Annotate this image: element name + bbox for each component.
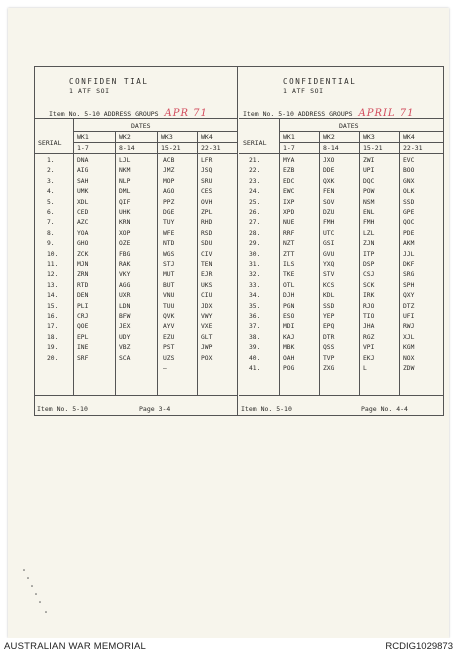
code-row <box>35 167 237 175</box>
code-group: BOO <box>403 167 415 175</box>
code-group: ZJN <box>363 240 375 248</box>
code-row <box>35 209 237 217</box>
serial-number: 26. <box>249 209 261 216</box>
code-group: JJL <box>403 250 415 258</box>
code-row <box>239 157 444 165</box>
code-group: TVP <box>323 354 335 362</box>
code-row <box>239 178 444 186</box>
unit-label: 1 ATF SOI <box>283 87 324 95</box>
code-group: OLK <box>403 188 415 196</box>
divider <box>279 131 444 132</box>
code-group: AZC <box>77 219 89 227</box>
code-group: GLT <box>201 333 213 341</box>
dates-label: DATES <box>131 122 151 130</box>
code-group: DEN <box>77 292 89 300</box>
code-group: NLP <box>119 177 131 185</box>
code-group: ZRN <box>77 271 89 279</box>
week-header: WK4 <box>403 133 415 141</box>
code-group: AGG <box>119 281 131 289</box>
serial-header: SERIAL <box>243 139 267 147</box>
code-group: EJR <box>201 271 213 279</box>
code-row <box>239 230 444 238</box>
code-group: RRF <box>283 229 295 237</box>
code-group: EPQ <box>323 323 335 331</box>
code-group: UHK <box>119 209 131 216</box>
code-group: ILS <box>283 261 295 268</box>
code-group: BFW <box>119 313 131 320</box>
classification-marking: CONFIDEN TIAL <box>69 77 149 86</box>
date-range: 1-7 <box>283 144 295 152</box>
code-group: QXK <box>323 177 335 185</box>
code-group: MBK <box>283 344 295 352</box>
code-group: ACB <box>163 157 175 164</box>
code-group: ZDW <box>403 365 415 372</box>
code-group: EZU <box>163 333 175 341</box>
date-range: 15-21 <box>161 144 181 152</box>
date-range: 22-31 <box>201 144 221 152</box>
code-group: SRF <box>77 354 89 362</box>
serial-number: 34. <box>249 292 261 300</box>
divider <box>239 118 444 119</box>
serial-number: 22. <box>249 167 261 175</box>
item-text: Item No. 5-10 ADDRESS GROUPS <box>49 110 159 118</box>
code-group: POG <box>283 365 295 372</box>
serial-number: 11. <box>47 261 59 268</box>
code-group: TUU <box>163 302 175 310</box>
serial-number: 16. <box>47 313 59 320</box>
code-group: — <box>163 365 167 372</box>
code-group: ENL <box>363 209 375 216</box>
code-group: DQC <box>363 177 375 185</box>
code-group: PST <box>163 344 175 352</box>
footer-item: Item No. 5-10 <box>241 405 292 413</box>
code-group: MOP <box>163 177 175 185</box>
code-group: ESO <box>283 313 295 320</box>
unit-label: 1 ATF SOI <box>69 87 110 95</box>
serial-number: 6. <box>47 209 55 216</box>
serial-number: 37. <box>249 323 261 331</box>
code-row <box>239 188 444 196</box>
left-panel <box>35 67 238 415</box>
serial-number: 31. <box>249 261 261 268</box>
right-panel <box>239 67 444 415</box>
code-group: JEX <box>119 323 131 331</box>
code-group: GVU <box>323 250 335 258</box>
code-group: VBZ <box>119 344 131 352</box>
code-row <box>239 199 444 207</box>
code-group: QXY <box>403 292 415 300</box>
code-group: EVC <box>403 157 415 164</box>
code-group: JSQ <box>201 167 213 175</box>
serial-number: 40. <box>249 354 261 362</box>
code-group: UXR <box>119 292 131 300</box>
code-row <box>239 303 444 311</box>
code-group: YOA <box>77 229 89 237</box>
serial-number: 39. <box>249 344 261 352</box>
pencil-marks <box>22 568 52 618</box>
code-group: CED <box>77 209 89 216</box>
divider <box>35 395 238 396</box>
document-page <box>8 8 449 638</box>
week-header: WK2 <box>119 133 131 141</box>
code-group: VKY <box>119 271 131 279</box>
code-group: KGM <box>403 344 415 352</box>
item-text: Item No. 5-10 ADDRESS GROUPS <box>243 110 353 118</box>
footer-page: Page 3-4 <box>139 405 171 413</box>
serial-number: 20. <box>47 354 59 362</box>
code-group: EKJ <box>363 354 375 362</box>
code-group: SPH <box>403 281 415 289</box>
institution-name: AUSTRALIAN WAR MEMORIAL <box>4 641 147 652</box>
code-row <box>35 199 237 207</box>
code-group: SRU <box>201 177 213 185</box>
code-group: SOV <box>323 198 335 206</box>
code-group: RJO <box>363 302 375 310</box>
code-row <box>35 303 237 311</box>
code-group: AGO <box>163 188 175 196</box>
code-group: XOP <box>119 229 131 237</box>
serial-number: 5. <box>47 198 55 206</box>
serial-number: 13. <box>47 281 59 289</box>
code-group: YXQ <box>323 261 335 268</box>
serial-number: 9. <box>47 240 55 248</box>
code-group: RHD <box>201 219 213 227</box>
code-group: WFE <box>163 229 175 237</box>
code-group: OTL <box>283 281 295 289</box>
code-group: EZB <box>283 167 295 175</box>
code-group: WGS <box>163 250 175 258</box>
code-row <box>239 271 444 279</box>
code-group: KCS <box>323 281 335 289</box>
serial-number: 21. <box>249 157 261 164</box>
code-group: LDN <box>119 302 131 310</box>
code-group: RTD <box>77 281 89 289</box>
serial-number: 29. <box>249 240 261 248</box>
code-row <box>239 240 444 248</box>
handwritten-date: APRIL 71 <box>358 108 415 119</box>
code-group: PGN <box>283 302 295 310</box>
code-group: AYV <box>163 323 175 331</box>
code-group: DTR <box>323 333 335 341</box>
code-group: UTC <box>323 229 335 237</box>
code-group: YEP <box>323 313 335 320</box>
code-group: DDE <box>323 167 335 175</box>
serial-number: 14. <box>47 292 59 300</box>
code-group: KRN <box>119 219 131 227</box>
code-group: SSD <box>323 302 335 310</box>
code-group: QVK <box>163 313 175 320</box>
week-header: WK1 <box>77 133 89 141</box>
code-row <box>239 344 444 352</box>
date-range: 15-21 <box>363 144 383 152</box>
code-group: GPE <box>403 209 415 216</box>
code-group: VXE <box>201 323 213 331</box>
code-group: SCK <box>363 281 375 289</box>
serial-number: 36. <box>249 313 261 320</box>
code-group: LZL <box>363 229 375 237</box>
code-group: TEN <box>201 261 213 268</box>
serial-number: 18. <box>47 333 59 341</box>
code-group: QOE <box>77 323 89 331</box>
code-group: XJL <box>403 333 415 341</box>
code-group: ZXG <box>323 365 335 372</box>
date-range: 8-14 <box>323 144 339 152</box>
serial-number: 23. <box>249 177 261 185</box>
code-group: DML <box>119 188 131 196</box>
code-row <box>35 261 237 269</box>
code-group: MUT <box>163 271 175 279</box>
dates-label: DATES <box>339 122 359 130</box>
code-group: FMH <box>323 219 335 227</box>
code-row <box>239 365 444 373</box>
code-group: DKF <box>403 261 415 268</box>
code-row <box>35 355 237 363</box>
code-group: DJH <box>283 292 295 300</box>
code-group: NKM <box>119 167 131 175</box>
code-group: AIG <box>77 167 89 175</box>
divider <box>35 153 238 154</box>
code-row <box>239 167 444 175</box>
code-group: VPI <box>363 344 375 352</box>
code-group: DSP <box>363 261 375 268</box>
divider <box>35 118 238 119</box>
code-group: IRK <box>363 292 375 300</box>
code-group: NSM <box>363 198 375 206</box>
code-group: DGE <box>163 209 175 216</box>
code-group: NUE <box>283 219 295 227</box>
code-row <box>35 344 237 352</box>
code-group: MDI <box>283 323 295 331</box>
code-group: EWC <box>283 188 295 196</box>
archive-footer <box>0 638 457 654</box>
code-group: KAJ <box>283 333 295 341</box>
code-row <box>35 334 237 342</box>
serial-number: 33. <box>249 281 261 289</box>
serial-number: 32. <box>249 271 261 279</box>
serial-number: 8. <box>47 229 55 237</box>
week-header: WK3 <box>363 133 375 141</box>
code-group: KDL <box>323 292 335 300</box>
code-group: INE <box>77 344 89 352</box>
handwritten-date: APR 71 <box>164 108 208 119</box>
code-group: GSI <box>323 240 335 248</box>
code-group: UKS <box>201 281 213 289</box>
code-group: CES <box>201 188 213 196</box>
code-group: OVH <box>201 198 213 206</box>
divider <box>73 142 238 143</box>
classification-marking: CONFIDENTIAL <box>283 77 357 86</box>
serial-number: 15. <box>47 302 59 310</box>
code-group: VWY <box>201 313 213 320</box>
code-group: DZU <box>323 209 335 216</box>
code-group: BUT <box>163 281 175 289</box>
serial-number: 25. <box>249 198 261 206</box>
serial-number: 17. <box>47 323 59 331</box>
serial-number: 7. <box>47 219 55 227</box>
code-group: SCA <box>119 354 131 362</box>
code-row <box>35 240 237 248</box>
code-row <box>35 282 237 290</box>
code-group: EPL <box>77 333 89 341</box>
divider <box>239 153 444 154</box>
week-header: WK2 <box>323 133 335 141</box>
code-group: FMH <box>363 219 375 227</box>
code-group: RWJ <box>403 323 415 331</box>
code-group: FEN <box>323 188 335 196</box>
code-group: UFI <box>403 313 415 320</box>
serial-number: 2. <box>47 167 55 175</box>
code-group: OZE <box>119 240 131 248</box>
code-row <box>35 313 237 321</box>
code-group: DNA <box>77 157 89 164</box>
code-group: JXO <box>323 157 335 164</box>
week-header: WK4 <box>201 133 213 141</box>
code-group: ZTT <box>283 250 295 258</box>
code-group: QOC <box>403 219 415 227</box>
record-id: RCDIG1029873 <box>385 641 453 652</box>
code-group: ITP <box>363 250 375 258</box>
serial-number: 30. <box>249 250 261 258</box>
code-group: MYA <box>283 157 295 164</box>
code-row <box>35 188 237 196</box>
code-row <box>239 209 444 217</box>
code-group: DTZ <box>403 302 415 310</box>
code-group: PDE <box>403 229 415 237</box>
serial-number: 10. <box>47 250 59 258</box>
serial-number: 41. <box>249 365 261 372</box>
code-group: SSD <box>403 198 415 206</box>
code-group: STV <box>323 271 335 279</box>
serial-number: 12. <box>47 271 59 279</box>
code-group: RAK <box>119 261 131 268</box>
footer-item: Item No. 5-10 <box>37 405 88 413</box>
serial-number: 35. <box>249 302 261 310</box>
serial-number: 38. <box>249 333 261 341</box>
code-group: SRG <box>403 271 415 279</box>
code-group: EDC <box>283 177 295 185</box>
divider <box>279 142 444 143</box>
code-row <box>239 251 444 259</box>
code-row <box>239 334 444 342</box>
code-group: UMK <box>77 188 89 196</box>
code-group: IXP <box>283 198 295 206</box>
divider <box>239 395 444 396</box>
date-range: 8-14 <box>119 144 135 152</box>
code-group: NZT <box>283 240 295 248</box>
serial-number: 3. <box>47 177 55 185</box>
code-group: AKM <box>403 240 415 248</box>
code-group: POX <box>201 354 213 362</box>
serial-number: 28. <box>249 229 261 237</box>
code-row <box>35 292 237 300</box>
code-group: GNX <box>403 177 415 185</box>
code-group: RGZ <box>363 333 375 341</box>
code-group: VNU <box>163 292 175 300</box>
code-group: TIO <box>363 313 375 320</box>
code-group: ZCK <box>77 250 89 258</box>
code-row <box>35 271 237 279</box>
code-group: QIF <box>119 198 131 206</box>
code-group: SAH <box>77 177 89 185</box>
date-range: 22-31 <box>403 144 423 152</box>
code-row <box>239 313 444 321</box>
code-group: CIU <box>201 292 213 300</box>
week-header: WK1 <box>283 133 295 141</box>
code-group: UZS <box>163 354 175 362</box>
code-group: JHA <box>363 323 375 331</box>
code-row <box>35 323 237 331</box>
serial-number: 1. <box>47 157 55 164</box>
code-row <box>35 251 237 259</box>
code-row <box>239 261 444 269</box>
footer-page: Page No. 4-4 <box>361 405 408 413</box>
serial-number: 24. <box>249 188 261 196</box>
code-group: JDX <box>201 302 213 310</box>
code-group: GHO <box>77 240 89 248</box>
code-group: JWP <box>201 344 213 352</box>
code-row <box>239 355 444 363</box>
code-group: SDU <box>201 240 213 248</box>
code-row <box>35 219 237 227</box>
code-row <box>35 178 237 186</box>
code-group: ZWI <box>363 157 375 164</box>
code-row <box>35 157 237 165</box>
serial-header: SERIAL <box>38 139 62 147</box>
code-group: TUY <box>163 219 175 227</box>
serial-number: 27. <box>249 219 261 227</box>
code-group: L <box>363 365 367 372</box>
date-range: 1-7 <box>77 144 89 152</box>
code-row <box>239 219 444 227</box>
code-row <box>239 292 444 300</box>
week-header: WK3 <box>161 133 173 141</box>
code-group: NTD <box>163 240 175 248</box>
divider <box>73 131 238 132</box>
address-groups-sheet <box>34 66 444 416</box>
serial-number: 19. <box>47 344 59 352</box>
code-group: UPI <box>363 167 375 175</box>
code-group: LJL <box>119 157 131 164</box>
code-group: MJN <box>77 261 89 268</box>
code-group: PPZ <box>163 198 175 206</box>
code-group: STJ <box>163 261 175 268</box>
code-group: JMZ <box>163 167 175 175</box>
code-group: ZPL <box>201 209 213 216</box>
code-group: XPD <box>283 209 295 216</box>
code-row <box>35 230 237 238</box>
serial-number: 4. <box>47 188 55 196</box>
code-group: LFR <box>201 157 213 164</box>
code-group: OAH <box>283 354 295 362</box>
code-group: XDL <box>77 198 89 206</box>
code-group: CSJ <box>363 271 375 279</box>
code-row <box>35 365 237 373</box>
code-group: CIV <box>201 250 213 258</box>
code-group: UDY <box>119 333 131 341</box>
code-group: PLI <box>77 302 89 310</box>
code-group: TKE <box>283 271 295 279</box>
code-group: CRJ <box>77 313 89 320</box>
code-row <box>239 323 444 331</box>
code-group: QSS <box>323 344 335 352</box>
code-row <box>239 282 444 290</box>
code-group: RSD <box>201 229 213 237</box>
code-group: POW <box>363 188 375 196</box>
code-group: FBG <box>119 250 131 258</box>
code-group: NOX <box>403 354 415 362</box>
